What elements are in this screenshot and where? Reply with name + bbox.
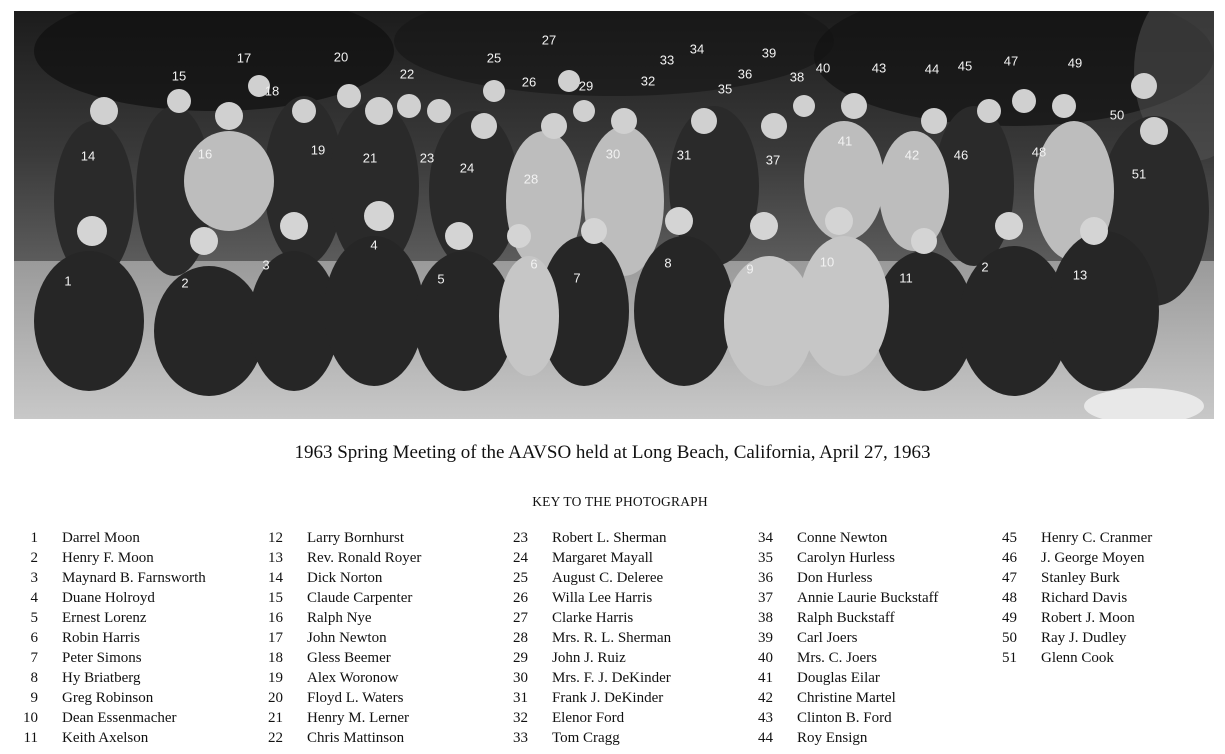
key-entry-name: Maynard B. Farnsworth (62, 570, 206, 586)
photo-number-29: 29 (578, 78, 594, 94)
key-entry-number: 3 (30, 570, 38, 586)
key-entry-name: Ralph Nye (307, 610, 372, 626)
key-entry-number: 31 (513, 690, 528, 706)
key-entry-name: Margaret Mayall (552, 550, 653, 566)
key-entry-name: Elenor Ford (552, 710, 625, 726)
key-entry-number: 25 (513, 570, 528, 586)
key-entry-name: Henry F. Moon (62, 550, 154, 566)
key-entry-number: 9 (30, 690, 38, 706)
key-entry-name: Christine Martel (797, 690, 896, 706)
key-entry-number: 5 (30, 610, 38, 626)
photo-number-50: 50 (1109, 107, 1125, 123)
group-photograph (14, 11, 1214, 419)
photo-number-48: 48 (1031, 144, 1047, 160)
key-entry-name: Dick Norton (307, 570, 383, 586)
key-entry-name: Douglas Eilar (797, 670, 880, 686)
key-entry-number: 2 (30, 550, 38, 566)
key-entry-number: 50 (1002, 630, 1017, 646)
photo-number-38: 38 (789, 69, 805, 85)
key-entry-number: 8 (30, 670, 38, 686)
key-entry-name: August C. Deleree (552, 570, 664, 586)
key-entry-name: Henry M. Lerner (307, 710, 410, 726)
key-entry-number: 4 (30, 590, 38, 606)
key-entry-name: Willa Lee Harris (552, 590, 653, 606)
photo-number-13: 13 (1072, 267, 1088, 283)
key-entry-name: Dean Essenmacher (62, 710, 177, 726)
photo-number-26: 26 (521, 74, 537, 90)
key-entry-name: Chris Mattinson (307, 730, 405, 746)
photo-number-9: 9 (746, 261, 754, 277)
key-entry-number: 29 (513, 650, 528, 666)
photo-number-19: 19 (310, 142, 326, 158)
photo-number-20: 20 (333, 49, 349, 65)
key-entry-name: Stanley Burk (1041, 570, 1120, 586)
key-entry-name: Roy Ensign (797, 730, 868, 746)
key-entry-number: 32 (513, 710, 528, 726)
photo-number-24: 24 (459, 160, 475, 176)
photo-number-5: 5 (437, 271, 445, 287)
key-entry-number: 14 (268, 570, 283, 586)
photo-number-28: 28 (523, 171, 539, 187)
photo-number-18: 18 (264, 83, 280, 99)
key-entry-number: 41 (758, 670, 773, 686)
key-entry-number: 23 (513, 530, 528, 546)
key-entry-number: 7 (30, 650, 38, 666)
key-entry-number: 16 (268, 610, 283, 626)
photo-number-22: 22 (399, 66, 415, 82)
photo-number-41: 41 (837, 133, 853, 149)
photo-number-4: 4 (370, 237, 378, 253)
photo-number-40: 40 (815, 60, 831, 76)
key-entry-number: 39 (758, 630, 773, 646)
photo-number-14: 14 (80, 148, 96, 164)
key-entry-number: 12 (268, 530, 283, 546)
key-entry-number: 19 (268, 670, 283, 686)
key-entry-number: 51 (1002, 650, 1017, 666)
photo-number-42: 42 (904, 147, 920, 163)
photo-number-35: 35 (717, 81, 733, 97)
key-entry-name: Robert L. Sherman (552, 530, 667, 546)
key-entry-number: 36 (758, 570, 773, 586)
key-entry-name: Frank J. DeKinder (552, 690, 664, 706)
photo-number-45: 45 (957, 58, 973, 74)
photo-number-7: 7 (573, 270, 581, 286)
key-entry-name: Clinton B. Ford (797, 710, 892, 726)
photo-number-47: 47 (1003, 53, 1019, 69)
key-entry-number: 34 (758, 530, 773, 546)
key-entry-name: Conne Newton (797, 530, 888, 546)
key-entry-name: Ernest Lorenz (62, 610, 147, 626)
key-entry-number: 42 (758, 690, 773, 706)
photo-number-23: 23 (419, 150, 435, 166)
photo-number-27: 27 (541, 32, 557, 48)
key-entry-name: Robin Harris (62, 630, 140, 646)
key-entry-name: John Newton (307, 630, 387, 646)
photo-number-2: 2 (181, 275, 189, 291)
key-entry-number: 37 (758, 590, 773, 606)
photo-number-10: 10 (819, 254, 835, 270)
key-entry-name: Duane Holroyd (62, 590, 155, 606)
key-entry-name: Richard Davis (1041, 590, 1128, 606)
key-entry-number: 35 (758, 550, 773, 566)
photo-number-11: 11 (899, 270, 913, 286)
key-entry-name: J. George Moyen (1041, 550, 1145, 566)
key-heading: KEY TO THE PHOTOGRAPH (532, 494, 708, 509)
key-entry-name: Ray J. Dudley (1041, 630, 1127, 646)
key-entry-number: 24 (513, 550, 528, 566)
photo-caption: 1963 Spring Meeting of the AAVSO held at Long Beach, California, April 27, 1963 (294, 442, 931, 463)
photo-number-34: 34 (689, 41, 705, 57)
key-entry-name: Larry Bornhurst (307, 530, 405, 546)
key-entry-name: Tom Cragg (552, 730, 620, 746)
key-entry-name: Don Hurless (797, 570, 873, 586)
key-entry-number: 46 (1002, 550, 1017, 566)
key-entry-number: 17 (268, 630, 283, 646)
key-entry-name: Alex Woronow (307, 670, 399, 686)
key-entry-name: Robert J. Moon (1041, 610, 1135, 626)
key-entry-number: 27 (513, 610, 528, 626)
key-entry-name: Glenn Cook (1041, 650, 1114, 666)
key-entry-name: Clarke Harris (552, 610, 634, 626)
key-entry-number: 15 (268, 590, 283, 606)
key-entry-name: Henry C. Cranmer (1041, 530, 1153, 546)
photo-number-21: 21 (362, 150, 378, 166)
key-entry-number: 18 (268, 650, 283, 666)
photo-number-39: 39 (761, 45, 777, 61)
key-entry-name: Annie Laurie Buckstaff (797, 590, 939, 606)
key-entry-name: Hy Briatberg (62, 670, 141, 686)
key-entry-name: Mrs. C. Joers (797, 650, 878, 666)
key-entry-name: Keith Axelson (62, 730, 149, 746)
key-entry-number: 20 (268, 690, 283, 706)
key-entry-number: 48 (1002, 590, 1017, 606)
key-entry-number: 45 (1002, 530, 1017, 546)
key-entry-name: Mrs. R. L. Sherman (552, 630, 672, 646)
key-entry-number: 33 (513, 730, 528, 746)
key-entry-name: Mrs. F. J. DeKinder (552, 670, 671, 686)
key-entry-name: Peter Simons (62, 650, 142, 666)
photo-number-33: 33 (659, 52, 675, 68)
key-entry-number: 6 (30, 630, 38, 646)
key-entry-name: Claude Carpenter (307, 590, 413, 606)
key-entry-number: 11 (23, 730, 38, 746)
photo-number-16: 16 (197, 146, 213, 162)
photo-number-25: 25 (486, 50, 502, 66)
key-entry-number: 26 (513, 590, 528, 606)
key-entry-number: 10 (23, 710, 38, 726)
key-entry-name: Greg Robinson (62, 690, 154, 706)
photo-number-44: 44 (924, 61, 940, 77)
key-entry-name: Carolyn Hurless (797, 550, 895, 566)
photo-number-30: 30 (605, 146, 621, 162)
photo-number-12: 2 (981, 259, 989, 275)
photo-number-36: 36 (737, 66, 753, 82)
key-entry-number: 21 (268, 710, 283, 726)
key-entry-name: John J. Ruiz (552, 650, 626, 666)
photo-number-51: 51 (1131, 166, 1147, 182)
key-entry-name: Gless Beemer (307, 650, 391, 666)
key-entry-name: Floyd L. Waters (307, 690, 404, 706)
photo-number-6: 6 (530, 256, 538, 272)
photo-number-46: 46 (953, 147, 969, 163)
key-entry-number: 1 (30, 530, 38, 546)
photo-number-43: 43 (871, 60, 887, 76)
photo-number-49: 49 (1067, 55, 1083, 71)
key-entry-name: Ralph Buckstaff (797, 610, 895, 626)
key-entry-name: Rev. Ronald Royer (307, 550, 422, 566)
photo-number-37: 37 (765, 152, 781, 168)
photo-number-17: 17 (236, 50, 252, 66)
photo-number-32: 32 (640, 73, 656, 89)
key-entry-number: 22 (268, 730, 283, 746)
key-entry-name: Carl Joers (797, 630, 858, 646)
key-entry-number: 49 (1002, 610, 1017, 626)
key-entry-number: 38 (758, 610, 773, 626)
key-entry-number: 13 (268, 550, 283, 566)
photo-number-31: 31 (676, 147, 692, 163)
photo-number-1: 1 (64, 273, 72, 289)
key-entry-number: 28 (513, 630, 528, 646)
photo-number-15: 15 (171, 68, 187, 84)
photo-number-3: 3 (262, 257, 270, 273)
key-entry-name: Darrel Moon (62, 530, 140, 546)
key-entry-number: 40 (758, 650, 773, 666)
key-entry-number: 47 (1002, 570, 1017, 586)
key-entry-number: 43 (758, 710, 773, 726)
key-entry-number: 44 (758, 730, 773, 746)
photo-number-8: 8 (664, 255, 672, 271)
key-entry-number: 30 (513, 670, 528, 686)
